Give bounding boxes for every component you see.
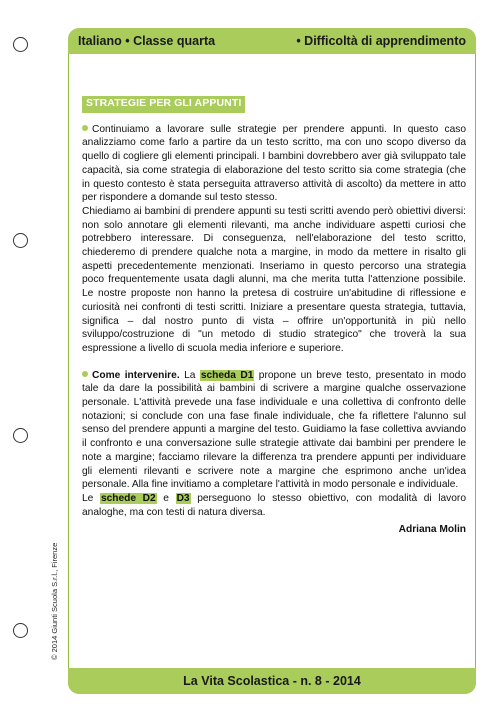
paragraph-2: Chiediamo ai bambini di prendere appunti su testi scritti avendo però obiettivi diversi: non solo annotare gli elementi rilevanti, ma anche individuare aspetti curiosi che potrebbero interessare. Di conseguenza, nell'elaborazione del testo scritto, chiederemo di prendere qualche nota a margine, in modo da mettere in risalto gli aspetti precedentemente menzionati. Inseriamo in questo percorso una strategia poco frequentemente usata dagli alunni, ma che merita tutta l'attenzione possibile. Le nostre proposte non hanno la pretesa di costruire un'abitudine di riflessione e curiosità nei confronti di testi scritti. Iniziare a presentare questa strategia, tuttavia, significa – dal nostro punto di vista – offrire un'opportunità in più nello sviluppo/costruzione di "un metodo di studio strategico" che troverà la sua espressione a livello di scuola media inferiore e superiore.	[82, 205, 466, 354]
scheda-d1-ref: scheda D1	[200, 369, 254, 381]
binder-hole-3	[13, 428, 28, 443]
header-topic: • Difficoltà di apprendimento	[296, 34, 466, 48]
bullet-icon	[82, 125, 88, 131]
scheda-d2-ref: schede D2	[100, 492, 156, 504]
paragraph-3: Come intervenire. La scheda D1 propone un breve testo, presentato in modo tale da dare la possibilità ai bambini di scrivere a margine qualche osservazione personale. L'attività prevede una fase individuale e una collettiva di confronto delle notazioni; si conclude con una fase finale individuale, che fa riflettere l'alunno sul senso del prendere appunti a margine del testo. Guidiamo la fase collettiva avviando il confronto e una conversazione sulle strategie attivate dai bambini per prendere le note a margine; facciamo rilevare la differenza tra prendere appunti per individuare gli elementi rilevanti e scrivere note a margine che esprimono anche un'idea personale. Alla fine invitiamo a completare l'attività in modo personale e individuale.	[82, 369, 466, 491]
author-signature: Adriana Molin	[398, 524, 466, 536]
article-body	[82, 96, 466, 537]
paragraph-1-text: Continuiamo a lavorare sulle strategie per prendere appunti. In questo caso analizziamo come farlo a partire da un testo scritto, ma con uno scopo diverso da quello di cogliere gli elementi principali. I bambini dovrebbero aver già sviluppato tale capacità, sia come strategia di elaborazione del testo scritto sia come strategia (che in questo contesto è stata perseguita attraverso attività di ascolto) da mettere in atto per rispondere a domande sul testo stesso.	[82, 123, 466, 204]
footer-publication: La Vita Scolastica - n. 8 - 2014	[183, 674, 361, 688]
binder-hole-2	[13, 233, 28, 248]
footer-bar	[68, 668, 476, 694]
subheading-come-intervenire: Come intervenire.	[92, 369, 180, 381]
bullet-icon	[82, 371, 88, 377]
section-title: STRATEGIE PER GLI APPUNTI	[82, 96, 245, 113]
binder-hole-4	[13, 623, 28, 638]
header-bar	[68, 28, 476, 54]
paragraph-1	[82, 123, 466, 205]
header-subject: Italiano • Classe quarta	[78, 34, 216, 48]
paragraph-4: Le schede D2 e D3 perseguono lo stesso obiettivo, con modalità di lavoro analoghe, ma con testi di natura diversa.	[82, 492, 466, 518]
copyright-notice: © 2014 Giunti Scuola S.r.l., Firenze	[50, 542, 59, 660]
binder-hole-1	[13, 37, 28, 52]
scheda-d3-ref: D3	[176, 492, 190, 504]
